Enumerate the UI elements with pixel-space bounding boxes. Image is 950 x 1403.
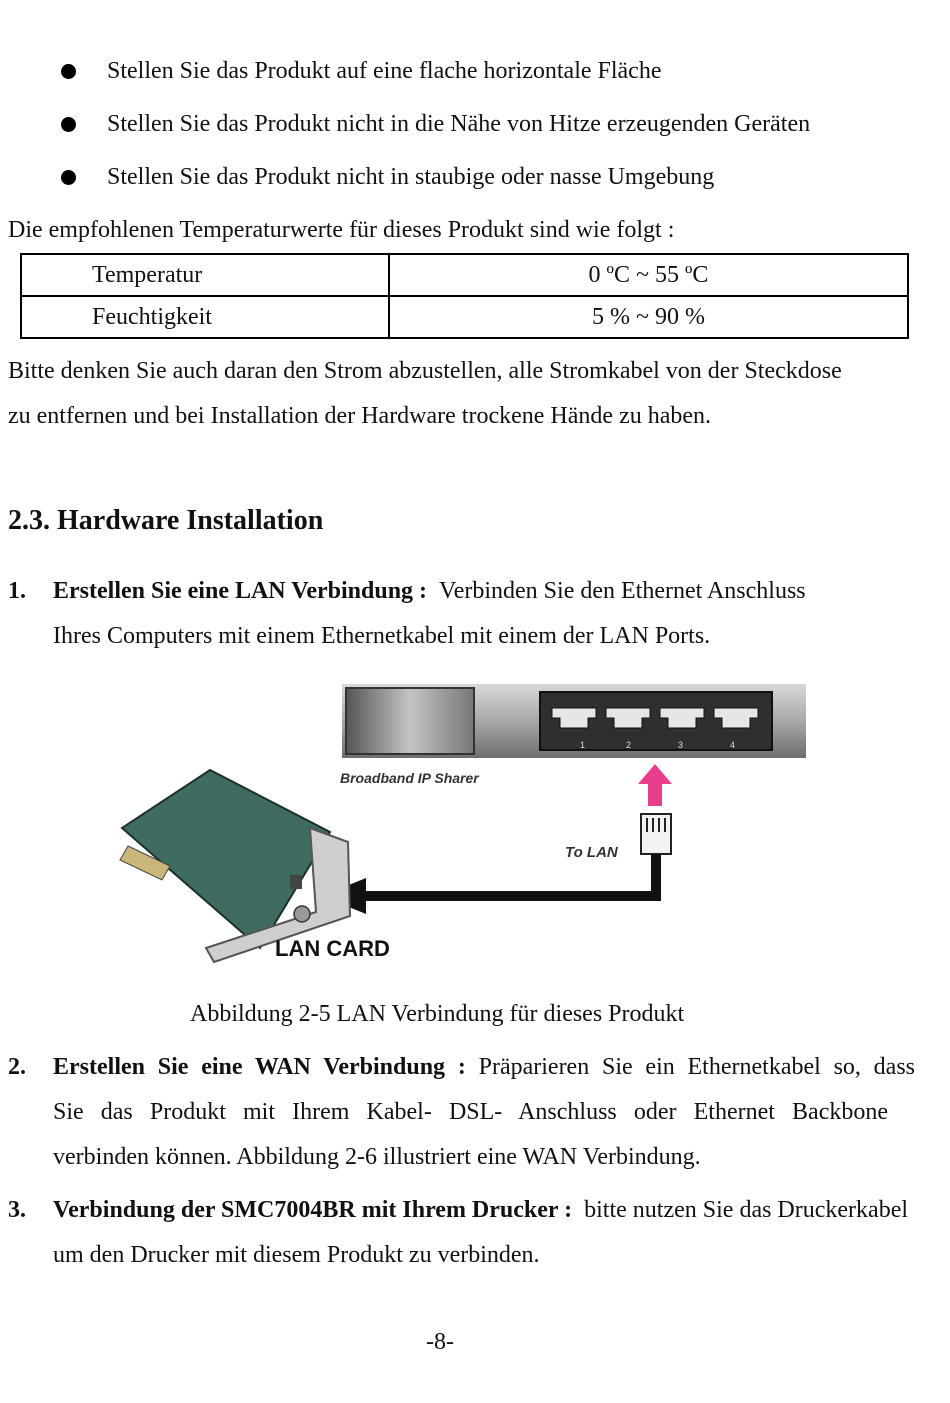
ethernet-plug-icon <box>641 814 671 854</box>
bullet-dot <box>61 64 76 79</box>
port-number: 4 <box>730 740 736 750</box>
environment-table <box>20 253 909 339</box>
step-2-line-2: Sie das Produkt mit Ihrem Kabel- DSL- Anschluss oder Ethernet Backbone <box>53 1099 888 1125</box>
step-3-text: bitte nutzen Sie das Druckerkabel <box>584 1197 909 1223</box>
step-3-line-2: um den Drucker mit diesem Produkt zu verbinden. <box>53 1242 540 1268</box>
table-value: 5 % ~ 90 % <box>389 296 908 338</box>
table-value: 0 ºC ~ 55 ºC <box>389 254 908 296</box>
table-row <box>21 296 908 338</box>
lan-card <box>120 770 350 962</box>
step-number: 1. <box>8 578 26 604</box>
section-heading: 2.3. Hardware Installation <box>8 505 324 536</box>
lan-connection-figure <box>110 680 820 970</box>
bullet-text-2: Stellen Sie das Produkt nicht in die Nähe von Hitze erzeugenden Geräten <box>107 111 811 137</box>
temperature-intro: Die empfohlenen Temperaturwerte für dieses Produkt sind wie folgt : <box>8 217 675 243</box>
step-3-line-1 <box>53 1196 908 1224</box>
port-number: 2 <box>626 740 632 750</box>
bullet-text-3: Stellen Sie das Produkt nicht in staubige oder nasse Umgebung <box>107 164 715 190</box>
step-2-line-1 <box>53 1053 915 1081</box>
table-label: Temperatur <box>21 254 389 296</box>
step-1-text: Verbinden Sie den Ethernet Anschluss <box>439 578 806 604</box>
card-label: LAN CARD <box>275 936 390 961</box>
step-number: 3. <box>8 1197 26 1223</box>
router-label: Broadband IP Sharer <box>340 770 479 786</box>
caution-line-2: zu entfernen und bei Installation der Hardware trockene Hände zu haben. <box>8 403 712 429</box>
bullet-text-1: Stellen Sie das Produkt auf eine flache horizontale Fläche <box>107 58 662 84</box>
step-2-title: Erstellen Sie eine WAN Verbindung : <box>53 1054 466 1080</box>
step-3-title: Verbindung der SMC7004BR mit Ihrem Drucker : <box>53 1197 573 1223</box>
arrow-up-icon <box>638 764 672 806</box>
table-row <box>21 254 908 296</box>
port-number: 3 <box>678 740 684 750</box>
bullet-dot <box>61 117 76 132</box>
bullet-dot <box>61 170 76 185</box>
step-1-line-1 <box>53 577 806 605</box>
page-number: -8- <box>426 1329 454 1355</box>
step-1-line-2: Ihres Computers mit einem Ethernetkabel mit einem der LAN Ports. <box>53 623 711 649</box>
cable-label: To LAN <box>565 844 618 861</box>
step-1-title: Erstellen Sie eine LAN Verbindung : <box>53 578 428 604</box>
caution-line-1: Bitte denken Sie auch daran den Strom abzustellen, alle Stromkabel von der Steckdose <box>8 358 842 384</box>
table-label: Feuchtigkeit <box>21 296 389 338</box>
step-2-line-3: verbinden können. Abbildung 2-6 illustriert eine WAN Verbindung. <box>53 1144 701 1170</box>
figure-caption: Abbildung 2-5 LAN Verbindung für dieses Produkt <box>190 1001 685 1027</box>
step-number: 2. <box>8 1054 26 1080</box>
port-number: 1 <box>580 740 586 750</box>
step-2-text: Präparieren Sie ein Ethernetkabel so, dass <box>478 1054 916 1080</box>
